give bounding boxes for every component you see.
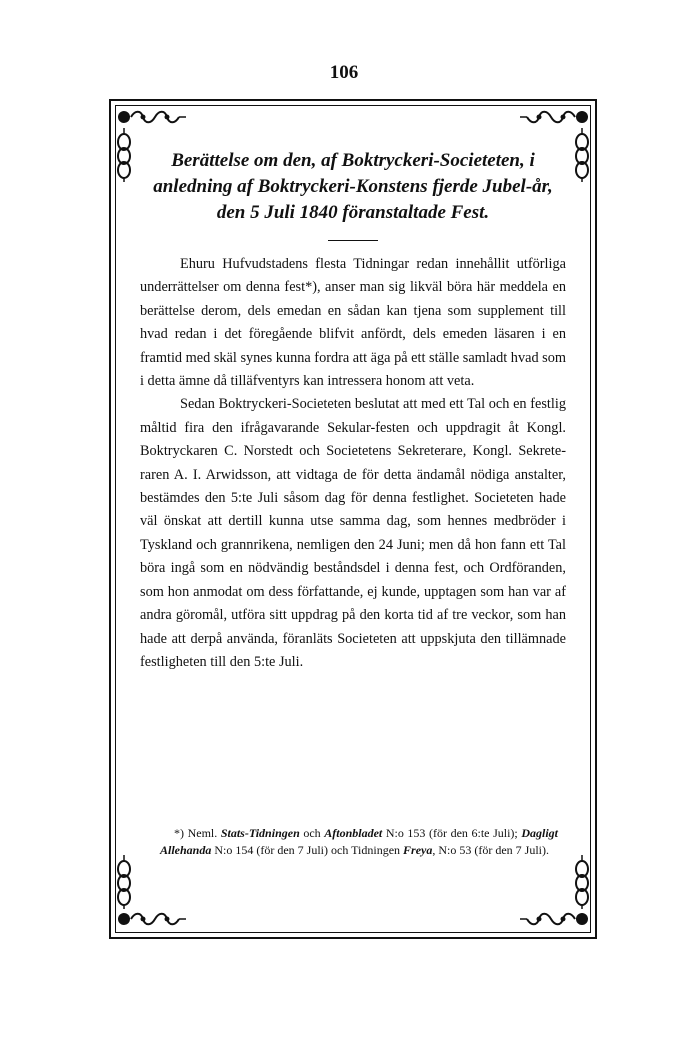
flourish-ornament-bottom-left-icon [117,910,187,928]
knot-ornament-right-bottom-icon [574,855,590,909]
footnote-text: , N:o 53 (för den 7 Juli). [432,843,550,857]
footnote-newspaper: Freya [403,843,433,857]
footnote-newspaper: Dagligt Allehanda [160,826,559,857]
knot-ornament-right-top-icon [574,128,590,182]
flourish-ornament-top-left-icon [117,108,187,126]
footnote-newspaper: Aftonbladet [324,826,383,840]
page-content [140,148,566,674]
footnote-text: N:o 154 (för den 7 Juli) och Tidningen [211,843,404,857]
knot-ornament-left-bottom-icon [116,855,132,909]
chapter-title: Berättelse om den, af Boktryckeri-Societeten, i anledning af Boktryckeri-Konstens fjerde Jubel-år, den 5 Juli 1840 föranstaltade Fest. [153,150,553,223]
flourish-ornament-top-right-icon [519,108,589,126]
flourish-ornament-bottom-right-icon [519,910,589,928]
footnote-newspaper: Stats-Tidningen [220,826,300,840]
footnote [160,825,558,859]
body-paragraph-2: Sedan Boktryckeri-Societeten beslutat att med ett Tal och en festlig måltid fira den ifrågavarande Sekular-festen och uppdragit åt Kongl. Boktryckaren C. Norstedt och Societetens Sekreterare, Kongl. Sekreteraren A. I. Arwidsson, att vidtaga de för detta ändamål nödiga anstalter, bestämdes den 5:te Juli såsom dag för denna festlighet. Societeten hade väl önskat att dertill kunna utse samma dag, som hennes medbröder i Tyskland och grannrikena, nemligen den 24 Juni; men då hon fann ett Tal böra ingå som en nödvändig beståndsdel i denna fest, och Ordföranden, som hon anmodat om dess författande, ej kunde, upptagen som han var af andra göromål, utföra sitt uppdrag på den korta tid af tre veckor, som han hade att derpå använda, föranläts Societeten att uppskjuta den tillämnade festligheten till den 5:te Juli. [140,396,566,670]
footnote-text: N:o 153 (för den 6:te Juli); [382,826,522,840]
title-divider [328,240,378,241]
page-number: 106 [329,62,359,83]
footnote-text: och [299,826,325,840]
body-paragraph-1: Ehuru Hufvudstadens flesta Tidningar redan innehållit utförliga underrättelser om denna fest*), anser man sig likväl böra här meddela en berättelse derom, dels emedan en sådan kan tjena som supplement till hvad redan i det föregående blifvit anfördt, dels emeden läsaren i en framtid med skäl synes kunna fordra att äga på ett ställe samladt hvad som i detta ämne då tilläfventyrs kan intressera honom att veta. [140,256,567,390]
footnote-text: *) Neml. [174,826,221,840]
knot-ornament-left-top-icon [116,128,132,182]
